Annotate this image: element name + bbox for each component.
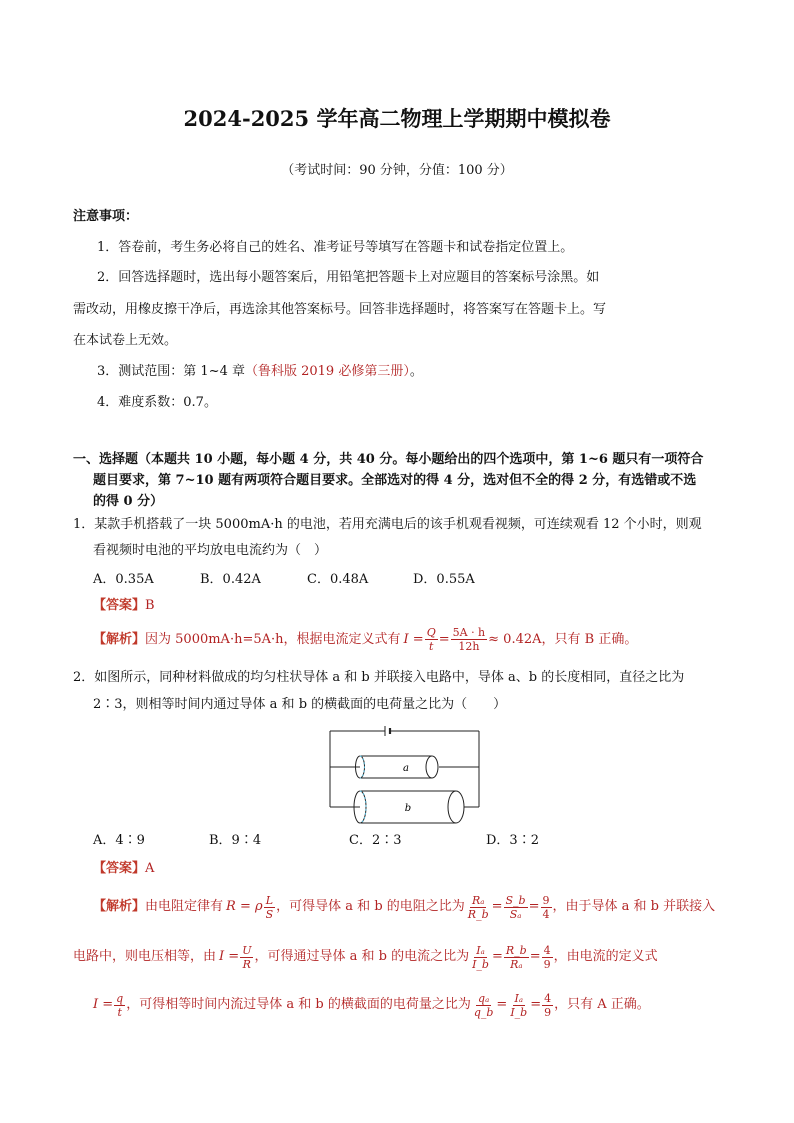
question-1-stem-cont: 看视频时电池的平均放电电流约为（ ） bbox=[93, 543, 328, 558]
fraction-4-over-9 bbox=[542, 944, 553, 971]
analysis-label: 【解析】 bbox=[93, 899, 146, 914]
denominator: 9 bbox=[543, 957, 551, 971]
analysis-text: 由电阻定律有 bbox=[145, 899, 224, 914]
denominator: t bbox=[117, 1005, 122, 1019]
label-b: b bbox=[404, 803, 412, 814]
answer-value: A bbox=[145, 861, 155, 876]
denominator: R_b bbox=[467, 907, 489, 921]
denominator: Sₐ bbox=[509, 907, 522, 921]
fraction-Q-over-t bbox=[425, 626, 438, 653]
numerator: Q bbox=[426, 626, 436, 639]
q1-option-b: B．0.42A bbox=[200, 572, 261, 587]
denominator: R bbox=[242, 957, 251, 971]
numerator: S_b bbox=[505, 893, 526, 907]
numerator: qₐ bbox=[478, 991, 490, 1005]
question-1-stem: 1．某款手机搭载了一块 5000mA·h 的电池，若用充满电后的该手机观看视频，可连续观看 12 个小时，则观 bbox=[73, 517, 702, 532]
denominator: Rₐ bbox=[510, 957, 523, 971]
fraction-Ra-over-Rb bbox=[466, 894, 491, 921]
fraction-capacity-over-time bbox=[451, 626, 488, 653]
conductor-b-right-end bbox=[448, 791, 464, 823]
q1-analysis: 【解析】 因为 5000mA·h=5A·h，根据电流定义式有 I = $\frac{Q}{t}$ = $\frac{5A \cdot h}{12h}$ ≈ 0.42A ，只有 B 正确。 bbox=[93, 626, 638, 653]
fraction-Sb-over-Sa bbox=[504, 894, 528, 921]
analysis-label: 【解析】 bbox=[93, 631, 146, 647]
q1-option-a: A．0.35A bbox=[93, 572, 154, 587]
numerator: 4 bbox=[544, 991, 552, 1005]
notice-item-2: 2．回答选择题时，选出每小题答案后，用铅笔把答题卡上对应题目的答案标号涂黑。如 bbox=[97, 270, 600, 285]
fraction-9-over-4 bbox=[541, 894, 552, 921]
q2-analysis-line-3: I = $\frac{q}{t}$ ，可得相等时间内流过导体 a 和 b 的横截面的电荷量之比为 $\frac{\text{qₐ}}{q\_b}$ = $\frac{\text{Iₐ}}{I\_b}$ = $\frac{4}{9}$ ，只有 A 正确。 bbox=[93, 991, 650, 1019]
analysis-text: ，可得相等时间内流过导体 a 和 b 的横截面的电荷量之比为 bbox=[126, 997, 471, 1012]
analysis-text: ，由于导体 a 和 b 并联接入 bbox=[552, 899, 716, 914]
denominator: t bbox=[428, 640, 434, 653]
numerator: R_b bbox=[505, 943, 527, 957]
fraction-q-over-t bbox=[114, 992, 125, 1019]
section-heading-cont: 的得 0 分） bbox=[93, 494, 164, 509]
circuit-diagram bbox=[326, 725, 486, 827]
fraction-L-over-S bbox=[264, 894, 276, 921]
notice-item-2-cont: 需改动，用橡皮擦干净后，再选涂其他答案标号。回答非选择题时，将答案写在答题卡上。写 bbox=[73, 302, 607, 317]
fraction-Ia-over-Ib bbox=[508, 992, 529, 1019]
page-title: 2024-2025 学年高二物理上学期期中模拟卷 bbox=[183, 106, 611, 131]
conductor-a-body bbox=[360, 756, 432, 778]
numerator: q bbox=[116, 991, 124, 1005]
conductor-b-hidden-edge bbox=[360, 791, 366, 823]
analysis-text: ，可得通过导体 a 和 b 的电流之比为 bbox=[254, 949, 470, 964]
textbook-scope: （鲁科版 2019 必修第三册） bbox=[244, 364, 410, 379]
denominator: I_b bbox=[510, 1005, 528, 1019]
analysis-text: ，可得导体 a 和 b 的电阻之比为 bbox=[276, 899, 465, 914]
notice-item-3-text: 3．测试范围：第 1~4 章 bbox=[97, 364, 245, 379]
conductor-a-right-end bbox=[426, 756, 438, 778]
denominator: 4 bbox=[542, 907, 550, 921]
numerator: Iₐ bbox=[476, 943, 485, 957]
denominator: S bbox=[265, 907, 274, 921]
q2-analysis-line-2: 电路中，则电压相等，由 I = $\frac{U}{R}$ ，可得通过导体 a 和 b 的电流之比为 $\frac{\text{Iₐ}}{I\_b}$ = $\frac{R\_b}{\text{Rₐ}}$ = $\frac{4}{9}$ ，由电流的定义式 bbox=[73, 943, 658, 971]
numerator: Iₐ bbox=[514, 991, 524, 1005]
numerator: L bbox=[265, 893, 274, 907]
fraction-4-over-9 bbox=[542, 992, 553, 1019]
conductor-a-hidden-edge bbox=[360, 756, 365, 778]
symbol-I: I bbox=[219, 949, 225, 964]
q2-option-a: A．4∶9 bbox=[93, 833, 145, 848]
punctuation: 。 bbox=[409, 364, 423, 379]
fraction-Ia-over-Ib bbox=[470, 944, 491, 971]
symbol-I: I bbox=[403, 631, 409, 647]
fraction-qa-over-qb bbox=[472, 992, 496, 1019]
numerator: 4 bbox=[543, 943, 551, 957]
section-heading: 一、选择题（本题共 10 小题，每小题 4 分，共 40 分。每小题给出的四个选项中，第 1~6 题只有一项符合 bbox=[73, 452, 704, 467]
q2-option-b: B．9∶4 bbox=[209, 833, 262, 848]
denominator: 12h bbox=[458, 640, 480, 653]
notice-item-3 bbox=[97, 364, 423, 380]
notice-item-4: 4．难度系数：0.7。 bbox=[97, 395, 217, 410]
numerator: U bbox=[242, 943, 252, 957]
q2-analysis-line-1: 【解析】 由电阻定律有 R = ρ $\frac{L}{S}$ ，可得导体 a 和 b 的电阻之比为 $\frac{\text{Rₐ}}{R\_b}$ = $\frac{S\_b}{\text{Sₐ}}$ = $\frac{9}{4}$ ，由于导体 a 和 b 并联接入 bbox=[93, 893, 716, 921]
label-a: a bbox=[403, 763, 409, 774]
result: ≈ 0.42A bbox=[488, 631, 542, 647]
question-2-stem-cont: 2∶3，则相等时间内通过导体 a 和 b 的横截面的电荷量之比为（ ） bbox=[93, 697, 507, 712]
analysis-text: ，只有 B 正确。 bbox=[541, 631, 638, 647]
notice-heading: 注意事项： bbox=[73, 209, 139, 224]
exam-info: （考试时间：90 分钟，分值：100 分） bbox=[281, 163, 513, 178]
denominator: q_b bbox=[473, 1005, 494, 1019]
q2-option-c: C．2∶3 bbox=[349, 833, 402, 848]
section-heading-cont: 题目要求，第 7~10 题有两项符合题目要求。全部选对的得 4 分，选对但不全的得 2 分，有选错或不选 bbox=[93, 473, 697, 488]
q1-option-c: C．0.48A bbox=[307, 572, 369, 587]
numerator: 5A · h bbox=[452, 626, 486, 639]
notice-item-2-cont: 在本试卷上无效。 bbox=[73, 333, 178, 348]
fraction-Rb-over-Ra bbox=[504, 944, 529, 971]
q2-answer bbox=[93, 861, 154, 877]
answer-label: 【答案】 bbox=[93, 861, 146, 876]
answer-value: B bbox=[145, 598, 155, 613]
formula-r-rho: R = ρ bbox=[226, 899, 263, 914]
analysis-text: ，只有 A 正确。 bbox=[554, 997, 650, 1012]
analysis-text: ，由电流的定义式 bbox=[553, 949, 658, 964]
denominator: I_b bbox=[472, 957, 489, 971]
denominator: 9 bbox=[544, 1005, 552, 1019]
q2-option-d: D．3∶2 bbox=[486, 833, 539, 848]
q1-answer bbox=[93, 598, 155, 614]
q1-option-d: D．0.55A bbox=[413, 572, 475, 587]
symbol-I: I bbox=[93, 997, 99, 1012]
numerator: Rₐ bbox=[471, 893, 485, 907]
analysis-text: 电路中，则电压相等，由 bbox=[73, 949, 217, 964]
notice-item-1: 1．答卷前，考生务必将自己的姓名、准考证号等填写在答题卡和试卷指定位置上。 bbox=[97, 240, 574, 255]
answer-label: 【答案】 bbox=[93, 598, 146, 613]
analysis-text: 因为 5000mA·h=5A·h，根据电流定义式有 bbox=[145, 631, 401, 647]
numerator: 9 bbox=[542, 893, 550, 907]
question-2-stem: 2．如图所示，同种材料做成的均匀柱状导体 a 和 b 并联接入电路中，导体 a、b 的长度相同，直径之比为 bbox=[73, 670, 685, 685]
fraction-U-over-R bbox=[240, 944, 253, 971]
